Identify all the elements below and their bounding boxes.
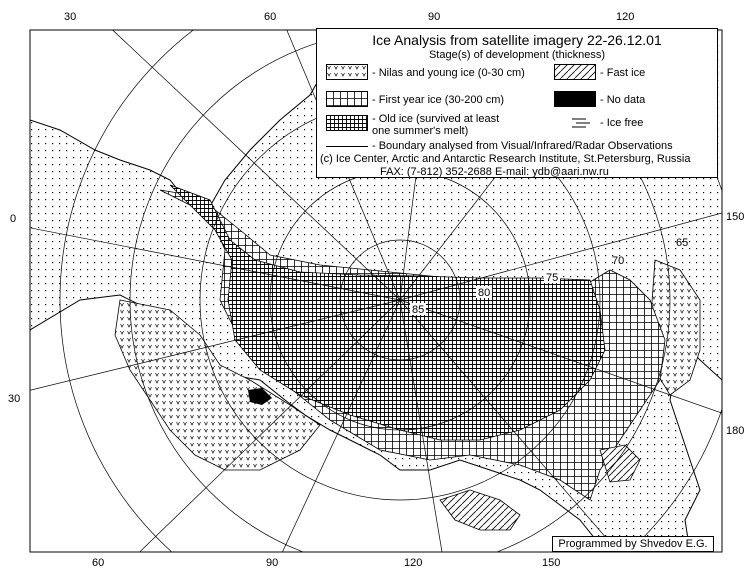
lon-label-bottom-1: 60 [92, 557, 105, 569]
swatch-no-data [554, 91, 596, 107]
lat-label-65: 65 [676, 237, 689, 249]
lon-label-bottom-3: 120 [404, 557, 423, 569]
lon-label-bottom-2: 90 [266, 557, 279, 569]
ice-free-symbol-icon [568, 114, 596, 130]
legend-title: Ice Analysis from satellite imagery 22-26.12.01 [372, 32, 662, 48]
legend-credit: (c) Ice Center, Arctic and Antarctic Research Institute, St.Petersburg, Russia [320, 153, 691, 165]
legend-subtitle: Stage(s) of development (thickness) [428, 49, 606, 61]
lat-label-70: 70 [612, 255, 625, 267]
legend-label-young-ice: - Nilas and young ice (0-30 cm) [372, 67, 525, 79]
swatch-old-ice [326, 115, 368, 131]
lat-label-85: 85 [412, 304, 425, 316]
legend-boundary: - Boundary analysed from Visual/Infrared/Radar Observations [372, 140, 673, 152]
side-label-right-2: 180 [726, 425, 745, 437]
lon-label-top-4: 120 [616, 11, 635, 23]
legend-label-ice-free: - Ice free [600, 117, 644, 129]
legend-label-old-ice: - Old ice (survived at least one summer's melt) [372, 113, 500, 137]
boundary-line-swatch [326, 146, 368, 147]
side-label-left-2: 30 [8, 393, 21, 405]
lat-label-75: 75 [546, 272, 559, 284]
legend-label-fast-ice: - Fast ice [600, 67, 646, 79]
swatch-fast-ice [554, 64, 596, 80]
programmed-by-label: Programmed by Shvedov E.G. [552, 536, 714, 552]
lon-label-top-2: 60 [264, 11, 277, 23]
side-label-left-1: 0 [10, 213, 17, 225]
lon-label-top-1: 30 [64, 11, 77, 23]
side-label-right-1: 150 [726, 211, 745, 223]
swatch-young-ice [326, 64, 368, 80]
legend-label-first-year-ice: - First year ice (30-200 cm) [372, 94, 505, 106]
lon-label-top-3: 90 [428, 11, 441, 23]
swatch-first-year-ice [326, 91, 368, 107]
lon-label-bottom-4: 150 [542, 557, 561, 569]
lat-label-80: 80 [478, 287, 491, 299]
legend-label-no-data: - No data [600, 94, 646, 106]
legend-contact: FAX: (7-812) 352-2688 E-mail: ydb@aari.nw.ru [380, 166, 609, 178]
